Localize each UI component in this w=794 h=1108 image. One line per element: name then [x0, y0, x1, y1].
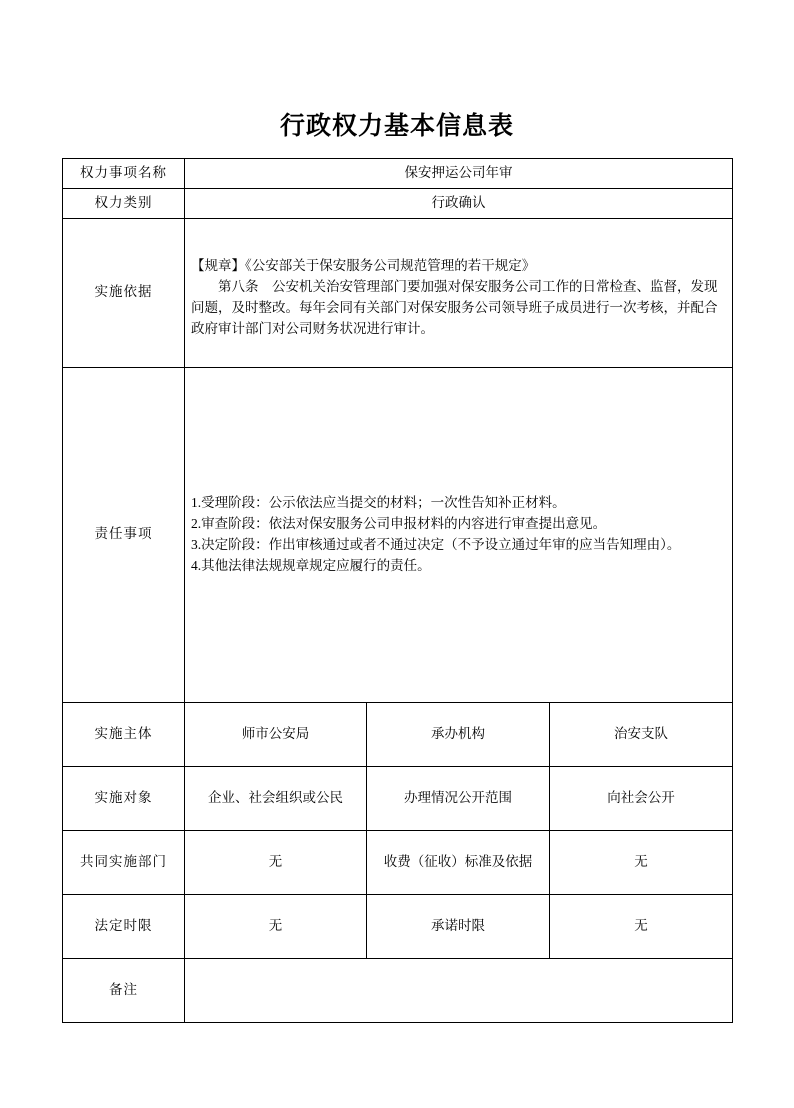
duty-line-4: 4.其他法律法规规章规定应履行的责任。: [191, 557, 431, 573]
name-value: 保安押运公司年审: [185, 159, 733, 189]
table-row-subject: [63, 702, 733, 766]
legal-limit-label: 法定时限: [63, 894, 185, 958]
table-row-time-limit: [63, 894, 733, 958]
category-value: 行政确认: [185, 188, 733, 218]
remark-label: 备注: [63, 958, 185, 1022]
promise-limit-value: 无: [550, 894, 733, 958]
object-label: 实施对象: [63, 766, 185, 830]
fee-value: 无: [550, 830, 733, 894]
legal-limit-value: 无: [185, 894, 367, 958]
name-label: 权力事项名称: [63, 159, 185, 189]
basis-value: [185, 218, 733, 367]
table-row-basis: [63, 218, 733, 367]
table-row-category: [63, 188, 733, 218]
agency-label: 承办机构: [367, 702, 550, 766]
power-info-table: [62, 158, 733, 1023]
duty-value: [185, 367, 733, 702]
duty-label: 责任事项: [63, 367, 185, 702]
basis-line-2: 第八条 公安机关治安管理部门要加强对保安服务公司工作的日常检查、监督，发现问题，及时整改。每年会同有关部门对保安服务公司领导班子成员进行一次考核，并配合政府审计部门对公司财务状况进行审计。: [191, 278, 718, 336]
disclosure-label: 办理情况公开范围: [367, 766, 550, 830]
duty-line-2: 2.审查阶段：依法对保安服务公司申报材料的内容进行审查提出意见。: [191, 515, 607, 531]
subject-value: 师市公安局: [185, 702, 367, 766]
agency-value: 治安支队: [550, 702, 733, 766]
duty-line-1: 1.受理阶段：公示依法应当提交的材料；一次性告知补正材料。: [191, 495, 566, 510]
fee-label: 收费（征收）标准及依据: [367, 830, 550, 894]
joint-label: 共同实施部门: [63, 830, 185, 894]
table-row-object: [63, 766, 733, 830]
table-row-duty: [63, 367, 733, 702]
promise-limit-label: 承诺时限: [367, 894, 550, 958]
disclosure-value: 向社会公开: [550, 766, 733, 830]
object-value: 企业、社会组织或公民: [185, 766, 367, 830]
table-row-remark: [63, 958, 733, 1022]
table-row-joint: [63, 830, 733, 894]
subject-label: 实施主体: [63, 702, 185, 766]
duty-line-3: 3.决定阶段：作出审核通过或者不通过决定（不予设立通过年审的应当告知理由）。: [191, 536, 681, 552]
basis-line-1: 【规章】《公安部关于保安服务公司规范管理的若干规定》: [191, 258, 536, 273]
page-title: 行政权力基本信息表: [279, 112, 514, 140]
remark-value: [185, 958, 733, 1022]
basis-label: 实施依据: [63, 218, 185, 367]
category-label: 权力类别: [63, 188, 185, 218]
joint-value: 无: [185, 830, 367, 894]
table-row-name: [63, 159, 733, 189]
